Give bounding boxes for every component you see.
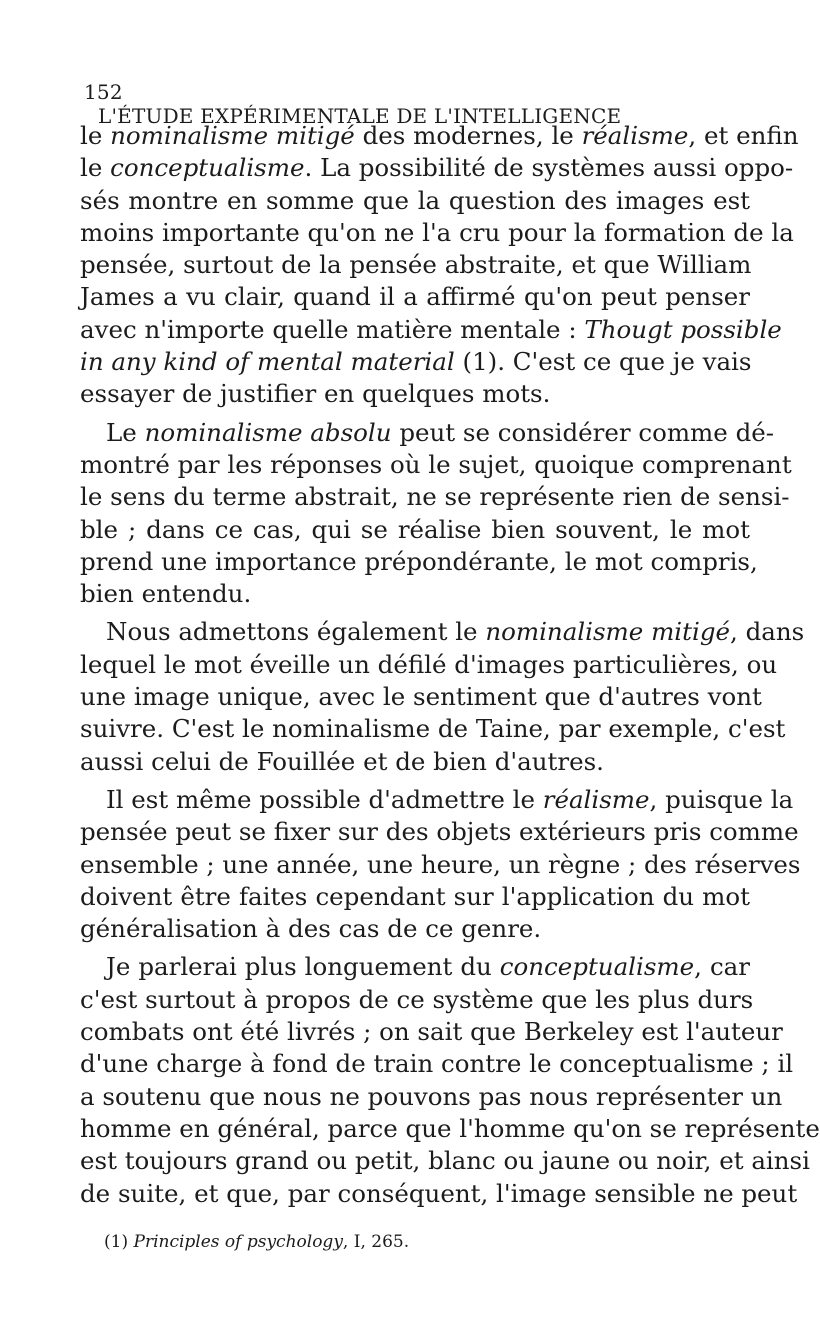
footnote-marker: (1) xyxy=(104,1232,129,1252)
text-segment: moins importante qu'on ne l'a cru pour la formation de la xyxy=(80,217,794,247)
text-segment: James a vu clair, quand il a affirmé qu'on peut penser xyxy=(80,282,750,312)
text-segment: , dans xyxy=(730,617,805,647)
text-segment: combats ont été livrés ; on sait que Berkeley est l'auteur xyxy=(80,1017,783,1047)
text-segment: d'une charge à fond de train contre le conceptualisme ; il xyxy=(80,1049,794,1079)
text-line xyxy=(80,249,750,281)
text-line xyxy=(80,746,750,778)
text-segment: , puisque la xyxy=(649,784,794,814)
running-title: L'ÉTUDE EXPÉRIMENTALE DE L'INTELLIGENCE xyxy=(98,104,622,128)
text-segment: le sens du terme abstrait, ne se représente rien de sensi- xyxy=(80,482,790,512)
text-segment: pensée peut se fixer sur des objets extérieurs pris comme xyxy=(80,817,799,847)
text-line xyxy=(80,1145,810,1177)
text-line xyxy=(80,784,794,816)
text-line xyxy=(80,417,775,449)
text-line xyxy=(80,616,805,648)
text-line xyxy=(80,681,762,713)
text-line xyxy=(80,984,754,1016)
text-segment: c'est surtout à propos de ce système que les plus durs xyxy=(80,984,754,1014)
text-line xyxy=(80,314,782,346)
text-line xyxy=(80,1113,820,1145)
text-segment: peut se considérer comme dé- xyxy=(391,417,775,447)
text-line xyxy=(80,649,778,681)
text-line xyxy=(80,1016,783,1048)
italic-term: Thougt possible xyxy=(584,314,782,344)
text-line xyxy=(80,120,799,152)
text-segment: est toujours grand ou petit, blanc ou jaune ou noir, et ainsi xyxy=(80,1146,810,1176)
page-number: 152 xyxy=(84,80,123,104)
text-line xyxy=(80,849,801,881)
text-segment: suivre. C'est le nominalisme de Taine, par exemple, c'est xyxy=(80,714,786,744)
text-segment: sés montre en somme que la question des images est xyxy=(80,185,750,215)
text-line xyxy=(80,578,750,610)
text-line xyxy=(80,481,790,513)
italic-term: nominalisme absolu xyxy=(144,417,392,447)
text-segment: Nous admettons également le xyxy=(106,617,486,647)
text-line xyxy=(80,152,794,184)
text-segment: montré par les réponses où le sujet, quoique comprenant xyxy=(80,449,792,479)
italic-term: réalisme xyxy=(581,121,689,150)
italic-term: conceptualisme xyxy=(110,153,305,183)
text-line xyxy=(80,816,799,848)
text-segment: doivent être faites cependant sur l'application du mot xyxy=(80,881,750,911)
text-segment: aussi celui de Fouillée et de bien d'autres. xyxy=(80,746,604,776)
footnote-title: Principles of psychology xyxy=(133,1232,343,1252)
text-line xyxy=(80,185,750,217)
footnote-reference: , I, 265. xyxy=(342,1232,410,1252)
text-segment: généralisation à des cas de ce genre. xyxy=(80,914,542,944)
text-line xyxy=(80,378,750,410)
text-segment: avec n'importe quelle matière mentale : xyxy=(80,314,585,344)
text-segment: une image unique, avec le sentiment que d'autres vont xyxy=(80,682,762,712)
text-line xyxy=(80,1081,783,1113)
text-segment: (1). C'est ce que je vais xyxy=(454,347,752,377)
text-line xyxy=(80,546,758,578)
text-line xyxy=(80,951,750,983)
italic-term: nominalisme mitigé xyxy=(110,121,355,150)
text-segment: Il est même possible d'admettre le xyxy=(106,784,543,814)
text-segment: Je parlerai plus longuement du xyxy=(106,952,500,982)
text-segment: le xyxy=(80,153,111,183)
text-line xyxy=(80,514,750,546)
text-segment: bien entendu. xyxy=(80,579,252,609)
text-segment: pensée, surtout de la pensée abstraite, et que William xyxy=(80,250,752,280)
footnote xyxy=(104,1232,704,1252)
body-text xyxy=(80,120,820,1210)
text-line xyxy=(80,881,750,913)
text-segment: , car xyxy=(694,952,750,982)
text-segment: essayer de justifier en quelques mots. xyxy=(80,379,551,409)
text-segment: ble ; dans ce cas, qui se réalise bien souvent, le mot xyxy=(80,514,750,544)
text-segment: prend une importance prépondérante, le mot compris, xyxy=(80,546,758,576)
text-line xyxy=(80,713,786,745)
italic-term: nominalisme mitigé xyxy=(485,617,731,647)
text-line xyxy=(80,217,794,249)
text-segment: homme en général, parce que l'homme qu'on se représente xyxy=(80,1113,820,1143)
text-line xyxy=(80,1048,794,1080)
italic-term: in any kind of mental material xyxy=(80,347,455,377)
text-segment: des modernes, le xyxy=(354,121,582,150)
italic-term: conceptualisme xyxy=(499,952,695,982)
text-line xyxy=(80,1178,798,1210)
text-segment: Le xyxy=(106,417,145,447)
text-segment: , et enfin xyxy=(688,121,799,150)
text-segment: ensemble ; une année, une heure, un règne ; des réserves xyxy=(80,849,801,879)
text-segment: lequel le mot éveille un défilé d'images particulières, ou xyxy=(80,649,778,679)
text-segment: . La possibilité de systèmes aussi oppo- xyxy=(304,153,794,183)
text-line xyxy=(80,346,750,378)
text-segment: de suite, et que, par conséquent, l'image sensible ne peut xyxy=(80,1178,798,1208)
text-segment: a soutenu que nous ne pouvons pas nous représenter un xyxy=(80,1081,783,1111)
text-line xyxy=(80,281,750,313)
text-line xyxy=(80,913,750,945)
italic-term: réalisme xyxy=(542,784,650,814)
text-line xyxy=(80,449,792,481)
text-segment: le xyxy=(80,121,111,150)
